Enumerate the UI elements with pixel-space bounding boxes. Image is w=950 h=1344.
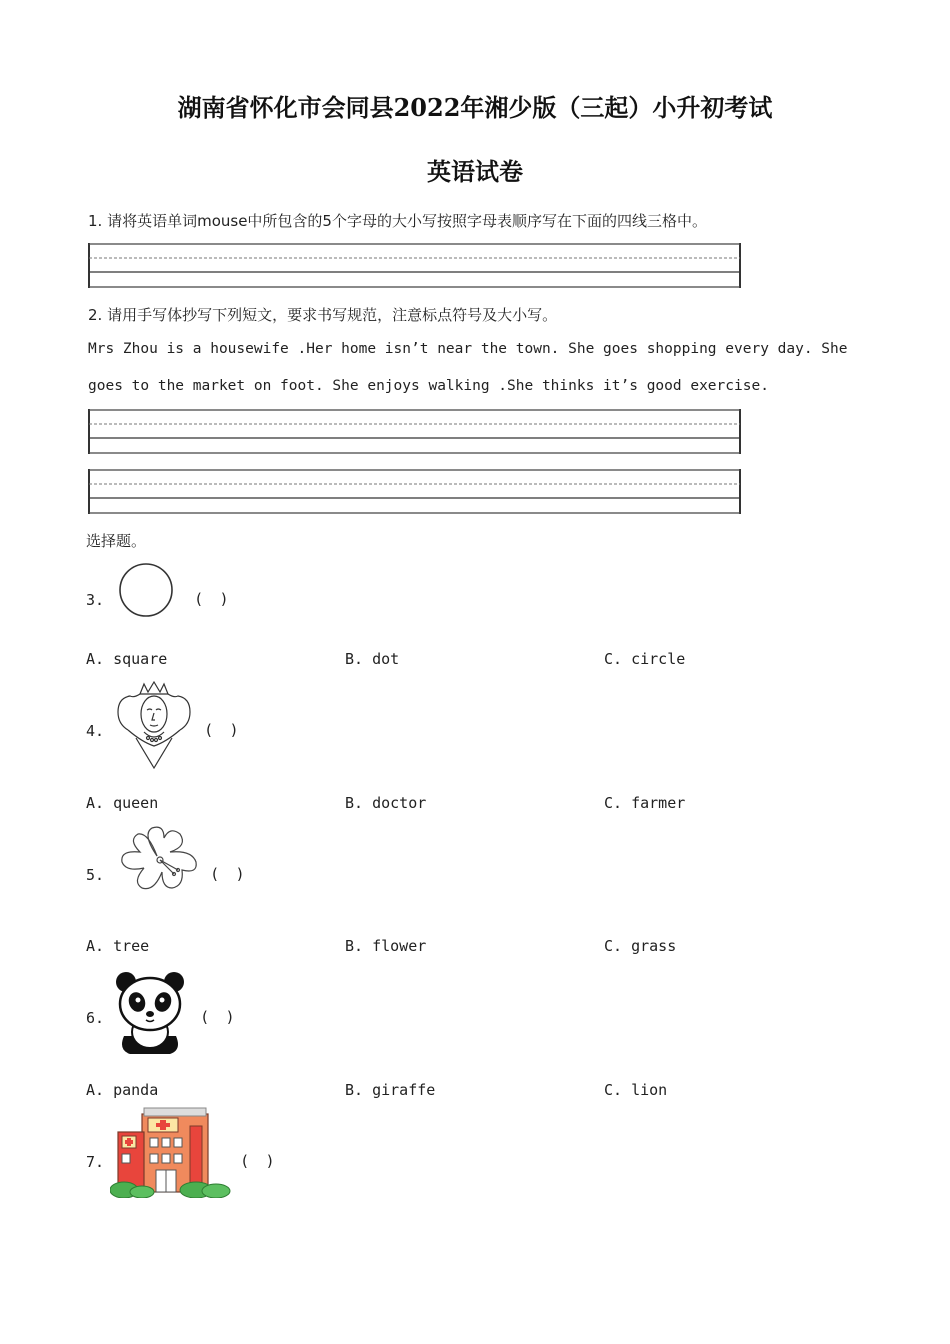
question-7-number: 7. — [86, 1153, 105, 1171]
four-line-grid-2[interactable] — [88, 408, 740, 456]
option-6a[interactable]: A. panda — [86, 1081, 159, 1099]
option-5a[interactable]: A. tree — [86, 937, 150, 955]
option-5b[interactable]: B. flower — [345, 937, 427, 955]
answer-blank-7[interactable]: ( ) — [242, 1152, 273, 1170]
page-subtitle: 英语试卷 — [427, 157, 523, 186]
passage-line-2: goes to the market on foot. She enjoys walking .She thinks it’s good exercise. — [88, 378, 769, 394]
option-3c[interactable]: C. circle — [604, 650, 686, 668]
question-2-text: 2. 请用手写体抄写下列短文，要求书写规范，注意标点符号及大小写。 — [88, 306, 558, 324]
answer-blank-3[interactable]: ( ) — [196, 590, 227, 608]
option-6b[interactable]: B. giraffe — [345, 1081, 436, 1099]
page-title: 湖南省怀化市会同县2022年湘少版（三起）小升初考试 — [177, 93, 773, 122]
option-6c[interactable]: C. lion — [604, 1081, 668, 1099]
option-3a[interactable]: A. square — [86, 650, 168, 668]
question-6-number: 6. — [86, 1009, 105, 1027]
question-3-number: 3. — [86, 591, 105, 609]
panda-image — [112, 970, 188, 1060]
answer-blank-6[interactable]: ( ) — [202, 1008, 233, 1026]
option-4b[interactable]: B. doctor — [345, 794, 427, 812]
question-4-number: 4. — [86, 722, 105, 740]
queen-image — [114, 680, 194, 776]
option-4a[interactable]: A. queen — [86, 794, 159, 812]
option-5c[interactable]: C. grass — [604, 937, 677, 955]
flower-image — [112, 824, 202, 898]
hospital-image — [110, 1106, 232, 1202]
four-line-grid-3[interactable] — [88, 468, 740, 516]
section-label: 选择题。 — [86, 532, 147, 550]
circle-image — [116, 561, 176, 623]
option-3b[interactable]: B. dot — [345, 650, 400, 668]
answer-blank-4[interactable]: ( ) — [206, 721, 237, 739]
question-5-number: 5. — [86, 866, 105, 884]
option-4c[interactable]: C. farmer — [604, 794, 686, 812]
answer-blank-5[interactable]: ( ) — [212, 865, 243, 883]
passage-line-1: Mrs Zhou is a housewife .Her home isn’t near the town. She goes shopping every day. She — [88, 341, 848, 357]
question-1-text: 1. 请将英语单词mouse中所包含的5个字母的大小写按照字母表顺序写在下面的四线三格中。 — [88, 212, 707, 230]
four-line-grid-1[interactable] — [88, 242, 740, 290]
